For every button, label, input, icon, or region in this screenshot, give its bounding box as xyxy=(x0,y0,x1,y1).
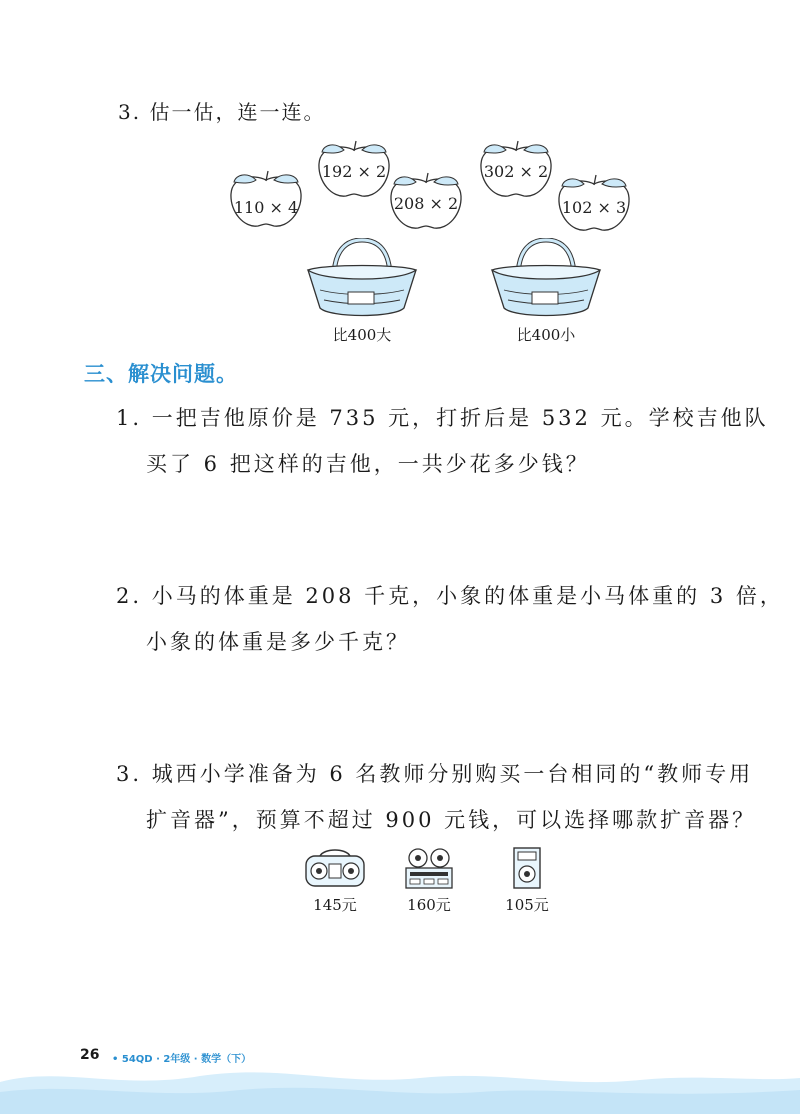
apple-expression: 208 × 2 xyxy=(393,194,459,213)
apple-expression: 192 × 2 xyxy=(321,162,387,181)
problem-1-line-2: 买了 6 把这样的吉他，一共少花多少钱？ xyxy=(146,452,590,476)
device-price: 105元 xyxy=(505,896,549,914)
apple-expression: 302 × 2 xyxy=(483,162,549,181)
problem-3-line-2: 扩音器”，预算不超过 900 元钱，可以选择哪款扩音器？ xyxy=(146,808,757,832)
radio-icon xyxy=(300,846,370,890)
device-option[interactable] xyxy=(492,846,562,916)
basket-icon xyxy=(488,238,604,322)
apple-card[interactable] xyxy=(384,172,468,234)
basket-label: 比400大 xyxy=(332,326,392,344)
footer-wave xyxy=(0,1060,800,1114)
apple-card[interactable] xyxy=(474,140,558,202)
page-number: 26 xyxy=(80,1047,100,1063)
apple-expression: 102 × 3 xyxy=(561,198,627,217)
section-title: 三、解决问题。 xyxy=(84,362,238,386)
estimate-question-title: 3. 估一估，连一连。 xyxy=(118,100,326,124)
device-price: 160元 xyxy=(407,896,451,914)
apple-card[interactable] xyxy=(224,170,308,232)
problem-1-line-1: 1. 一把吉他原价是 735 元，打折后是 532 元。学校吉他队 xyxy=(116,406,769,430)
device-price: 145元 xyxy=(313,896,357,914)
device-option[interactable] xyxy=(394,846,464,916)
tape-recorder-icon xyxy=(394,846,464,890)
speaker-icon xyxy=(492,846,562,890)
basket-label: 比400小 xyxy=(516,326,576,344)
basket-card[interactable] xyxy=(304,238,420,344)
problem-3-line-1: 3. 城西小学准备为 6 名教师分别购买一台相同的“教师专用 xyxy=(116,762,754,786)
footer-book-info: • 54QD · 2年级 · 数学（下） xyxy=(112,1054,252,1065)
problem-2-line-2: 小象的体重是多少千克？ xyxy=(146,630,410,654)
basket-card[interactable] xyxy=(488,238,604,344)
device-option[interactable] xyxy=(300,846,370,916)
basket-icon xyxy=(304,238,420,322)
apple-card[interactable] xyxy=(552,174,636,236)
problem-2-line-1: 2. 小马的体重是 208 千克，小象的体重是小马体重的 3 倍， xyxy=(116,584,784,608)
apple-expression: 110 × 4 xyxy=(233,198,299,217)
